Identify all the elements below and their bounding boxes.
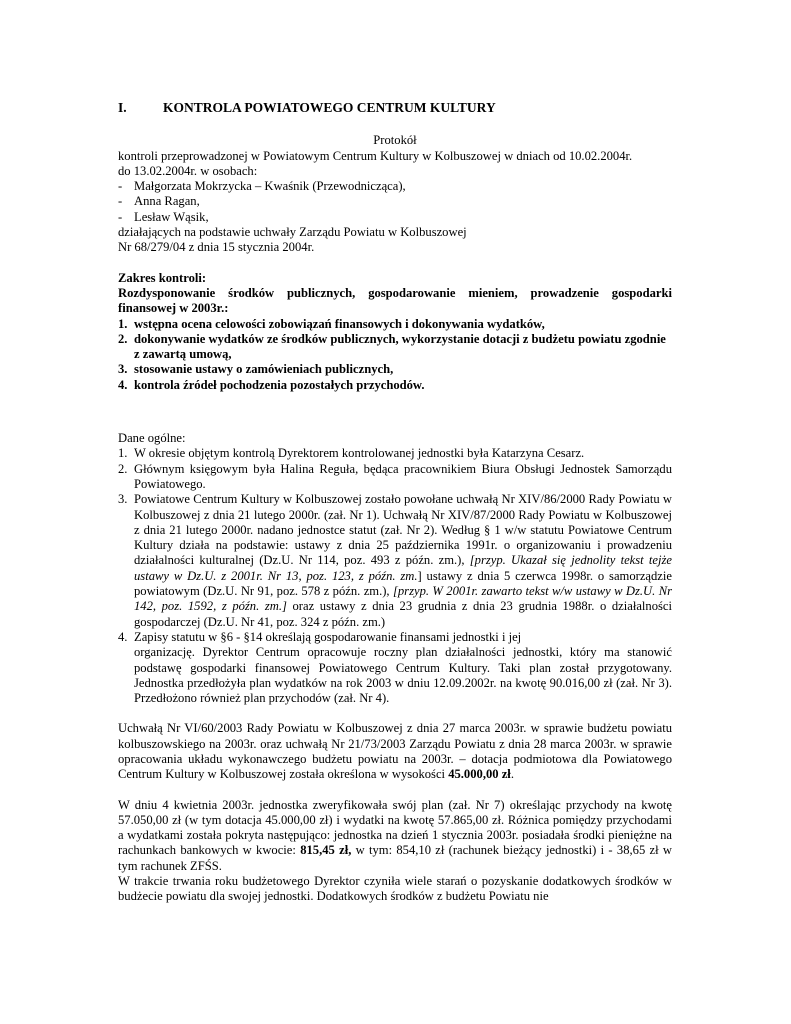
person-item: - Lesław Wąsik, [118, 209, 209, 224]
protocol-line-3: działających na podstawie uchwały Zarządu Powiatu w Kolbuszowej [118, 225, 467, 240]
section-heading [118, 100, 672, 115]
general-item-2: 2. Głównym księgowym była Halina Reguła, będąca pracownikiem Biura Obsługi Jednostek Samorządu Powiatowego. [118, 461, 672, 491]
section-title: KONTROLA POWIATOWEGO CENTRUM KULTURY [163, 100, 496, 115]
paragraph-budget: Uchwałą Nr VI/60/2003 Rady Powiatu w Kolbuszowej z dnia 27 marca 2003r. w sprawie budżetu powiatu kolbuszowskiego na 2003r. oraz uchwałą Nr 21/73/2003 Zarządu Powiatu z dnia 28 marca 2003r. w sprawie opracowania układu wykonawczego budżetu powiatu na 2003r. – dotacja podmiotowa dla Powiatowego Centrum Kultury w Kolbuszowej została określona w wysokości 45.000,00 zł. [118, 721, 672, 782]
person-item: - Anna Ragan, [118, 194, 200, 209]
person-item: - Małgorzata Mokrzycka – Kwaśnik (Przewodnicząca), [118, 179, 406, 194]
general-item-4: 4. Zapisy statutu w §6 - §14 określają gospodarowanie finansami jednostki i jej organizację. Dyrektor Centrum opracowuje roczny plan działalności jednostki, który ma stanowić podstawę gospodarki finansowej Powiatowego Centrum Kultury. Taki plan został przygotowany. Jednostka przedłożyła plan wydatków na rok 2003 w dniu 12.09.2002r. na kwotę 90.016,00 zł (zał. Nr 3). Przedłożono również plan przychodów (zał. Nr 4). [118, 629, 672, 706]
scope-item: 4. kontrola źródeł pochodzenia pozostałych przychodów. [118, 377, 425, 392]
scope-item: 2. dokonywanie wydatków ze środków publicznych, wykorzystanie dotacji z budżetu powiatu zgodnie z zawartą umową, [118, 331, 666, 362]
protocol-title: Protokół [373, 133, 417, 148]
scope-item: 3. stosowanie ustawy o zamówieniach publicznych, [118, 362, 394, 377]
protocol-line-2: do 13.02.2004r. w osobach: [118, 163, 258, 178]
grant-amount: 45.000,00 zł [448, 767, 511, 782]
paragraph-plan: W dniu 4 kwietnia 2003r. jednostka zweryfikowała swój plan (zał. Nr 7) określając przychody na kwotę 57.050,00 zł (w tym dotacja 45.000,00 zł) i wydatki na kwotę 57.865,00 zł. Różnica pomiędzy przychodami a wydatkami została pokryta następująco: jednostka na dzień 1 stycznia 2003r. posiadała środki pieniężne na rachunkach bankowych w kwocie: 815,45 zł, w tym: 854,10 zł (rachunek bieżący jednostki) i - 38,65 zł w tym rachunek ZFŚS. [118, 797, 672, 873]
protocol-line-4: Nr 68/279/04 z dnia 15 stycznia 2004r. [118, 240, 315, 255]
general-item-3: 3. Powiatowe Centrum Kultury w Kolbuszowej zostało powołane uchwałą Nr XIV/86/2000 Rady Powiatu w Kolbuszowej z dnia 21 lutego 2000r. (zał. Nr 1). Uchwałą Nr XIV/87/2000 Rady Powiatu w Kolbuszowej z dnia 21 lutego 2000r. nadano jednostce statut (zał. Nr 2). Według § 1 w/w statutu Powiatowe Centrum Kultury działa na podstawie: ustawy z dnia 25 października 1991r. o organizowaniu i prowadzeniu działalności kulturalnej (Dz.U. Nr 114, poz. 493 z późn. zm.), [przyp. Ukazał się jednolity tekst tejże ustawy w Dz.U. z 2001r. Nr 13, poz. 123, z późn. zm.] ustawy z dnia 5 czerwca 1998r. o samorządzie powiatowym (Dz.U. Nr 91, poz. 578 z późn. zm.), [przyp. W 2001r. zawarto tekst w/w ustawy w Dz.U. Nr 142, poz. 1592, z późn. zm.] oraz ustawy z dnia 23 grudnia z dnia 23 grudnia 1988r. o działalności gospodarczej (Dz.U. Nr 41, poz. 324 z późn. zm.) [118, 492, 672, 629]
scope-title: Zakres kontroli: [118, 270, 207, 285]
protocol-line-1: kontroli przeprowadzonej w Powiatowym Centrum Kultury w Kolbuszowej w dniach od 10.02.2004r. [118, 148, 633, 163]
general-title: Dane ogólne: [118, 431, 186, 446]
paragraph-efforts: W trakcie trwania roku budżetowego Dyrektor czyniła wiele starań o pozyskanie dodatkowych środków w budżecie powiatu dla swojej jednostki. Dodatkowych środków z budżetu Powiatu nie [118, 874, 672, 904]
scope-item: 1. wstępna ocena celowości zobowiązań finansowych i dokonywania wydatków, [118, 316, 545, 331]
document-page [118, 100, 672, 905]
scope-intro: Rozdysponowanie środków publicznych, gospodarowanie mieniem, prowadzenie gospodarki finansowej w 2003r.: [118, 285, 672, 316]
cash-amount: 815,45 zł, [300, 843, 352, 858]
general-item-1: 1. W okresie objętym kontrolą Dyrektorem kontrolowanej jednostki była Katarzyna Cesarz. [118, 446, 585, 461]
section-number: I. [118, 100, 127, 115]
